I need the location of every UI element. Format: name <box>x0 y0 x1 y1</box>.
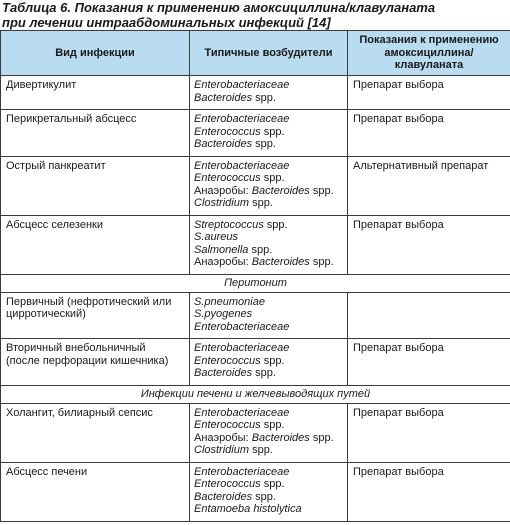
indication-cell: Препарат выбора <box>348 110 510 157</box>
pathogen-text: Анаэробы: <box>194 184 252 197</box>
pathogen-line <box>194 113 343 126</box>
pathogen-line <box>194 172 343 185</box>
pathogens-cell <box>190 215 348 274</box>
pathogen-text: spp. <box>260 125 285 138</box>
pathogen-line <box>194 256 343 269</box>
pathogen-text: Enterobacteriaceae <box>194 159 290 172</box>
section-row <box>1 385 510 403</box>
pathogen-text: Enterobacteriaceae <box>194 342 290 354</box>
indication-cell: Альтернативный препарат <box>348 156 510 215</box>
pathogen-text: spp. <box>252 138 276 150</box>
pathogens-cell <box>190 110 348 157</box>
pathogen-text: spp. <box>260 172 285 184</box>
pathogen-text: Enterobacteriaceae <box>194 79 290 91</box>
pathogen-line <box>194 138 343 151</box>
infection-cell <box>1 156 190 215</box>
indication-cell: Препарат выбора <box>348 215 510 274</box>
table-row <box>1 292 510 339</box>
pathogen-text: spp. <box>252 490 276 503</box>
pathogen-text: spp. <box>260 354 285 367</box>
pathogen-line <box>194 92 343 105</box>
infection-cell <box>1 76 190 110</box>
pathogen-line <box>194 197 343 210</box>
pathogen-line <box>194 367 343 380</box>
infection-cell <box>1 292 190 339</box>
section-heading: Инфекции печени и желчевыводящих путей <box>1 385 510 403</box>
table-row <box>1 339 510 386</box>
pathogen-text: S.pneumoniae <box>194 295 265 308</box>
table-caption <box>2 0 508 30</box>
pathogen-line <box>194 79 343 92</box>
indication-cell: Препарат выбора <box>348 403 510 462</box>
pathogen-text: Enterococcus <box>194 478 261 490</box>
pathogen-text: spp. <box>252 367 276 379</box>
table-row <box>1 215 510 274</box>
pathogen-line <box>194 491 343 504</box>
pathogen-text: spp. <box>249 444 273 456</box>
pathogen-line <box>194 478 343 491</box>
pathogen-text: S.pyogenes <box>194 308 253 320</box>
pathogen-line <box>194 308 343 321</box>
table-row <box>1 403 510 462</box>
pathogen-text: spp. <box>260 419 285 431</box>
pathogen-text: Bacteroides <box>194 138 253 150</box>
pathogen-text: spp. <box>309 256 334 268</box>
pathogen-text: Bacteroides <box>194 367 253 379</box>
pathogen-line <box>194 244 343 257</box>
pathogen-line <box>194 419 343 432</box>
pathogen-line <box>194 231 343 244</box>
pathogen-line <box>194 219 343 232</box>
pathogen-text: Bacteroides <box>251 256 310 268</box>
infection-cell <box>1 339 190 386</box>
pathogens-cell <box>190 403 348 462</box>
table-row <box>1 462 510 521</box>
pathogen-text: Enterobacteriaceae <box>194 465 290 478</box>
pathogen-text: spp. <box>249 197 273 209</box>
pathogens-cell <box>190 462 348 521</box>
pathogen-line <box>194 355 343 368</box>
pathogen-text: spp. <box>263 218 288 231</box>
pathogen-text: spp. <box>260 478 285 490</box>
infection-text: Вторичный внебольничный <box>6 342 146 354</box>
header-infection: Вид инфекции <box>1 31 190 76</box>
pathogen-text: Enterococcus <box>194 419 261 431</box>
pathogen-text: S.aureus <box>194 231 239 243</box>
indication-cell: Препарат выбора <box>348 339 510 386</box>
pathogen-text: Enterobacteriaceae <box>194 113 290 125</box>
header-row <box>1 31 510 76</box>
pathogen-line <box>194 160 343 173</box>
header-indication-line: Показания к применению <box>359 34 499 47</box>
pathogen-line <box>194 407 343 420</box>
infection-cell <box>1 403 190 462</box>
pathogen-text: spp. <box>252 91 276 104</box>
pathogen-text: Entamoeba histolytica <box>194 503 302 515</box>
pathogens-cell <box>190 156 348 215</box>
pathogen-line <box>194 432 343 445</box>
pathogen-text: Bacteroides <box>251 184 310 197</box>
section-heading: Перитонит <box>1 274 510 292</box>
pathogen-text: Enterococcus <box>194 125 261 138</box>
pathogen-line <box>194 503 343 516</box>
infection-cell <box>1 215 190 274</box>
header-pathogens: Типичные возбудители <box>190 31 348 76</box>
pathogen-text: Salmonella <box>194 243 249 256</box>
pathogens-cell <box>190 292 348 339</box>
table-row <box>1 76 510 110</box>
indications-table <box>0 30 510 522</box>
table-row <box>1 110 510 157</box>
pathogen-line <box>194 444 343 457</box>
pathogen-text: Bacteroides <box>251 431 310 444</box>
indication-cell: Препарат выбора <box>348 462 510 521</box>
header-indication-line: клавуланата <box>394 59 464 72</box>
indications-table-wrap <box>0 30 510 522</box>
pathogen-text: Bacteroides <box>194 490 253 503</box>
pathogen-line <box>194 321 343 334</box>
section-row <box>1 274 510 292</box>
infection-text: цирротический) <box>6 308 86 320</box>
pathogen-text: Enterobacteriaceae <box>194 406 290 419</box>
pathogen-text: Bacteroides <box>194 91 253 104</box>
infection-text: Абсцесс печени <box>6 465 88 478</box>
pathogen-text: Enterobacteriaceae <box>194 320 290 333</box>
pathogen-line <box>194 466 343 479</box>
pathogen-text: Clostridium <box>194 197 250 209</box>
infection-text: Дивертикулит <box>6 79 77 91</box>
pathogen-line <box>194 342 343 355</box>
table-row <box>1 156 510 215</box>
infection-cell <box>1 462 190 521</box>
infection-text: (после перфорации кишечника) <box>6 354 169 367</box>
pathogen-text: Enterococcus <box>194 354 261 367</box>
pathogen-text: spp. <box>248 243 273 256</box>
infection-text: Абсцесс селезенки <box>6 218 103 231</box>
pathogen-text: spp. <box>309 184 334 197</box>
pathogen-text: Enterococcus <box>194 172 261 184</box>
infection-text: Острый панкреатит <box>6 159 106 172</box>
infection-text: Перикретальный абсцесс <box>6 113 137 125</box>
pathogen-line <box>194 296 343 309</box>
pathogen-text: Анаэробы: <box>194 431 252 444</box>
pathogen-text: spp. <box>309 431 334 444</box>
pathogens-cell <box>190 339 348 386</box>
table-body <box>1 76 510 522</box>
caption-line-2: при лечении интраабдоминальных инфекций [14] <box>2 15 331 30</box>
pathogen-text: Анаэробы: <box>194 256 252 268</box>
indication-cell <box>348 292 510 339</box>
pathogen-line <box>194 185 343 198</box>
infection-text: Холангит, билиарный сепсис <box>6 406 153 419</box>
caption-line-1: Таблица 6. Показания к применению амоксициллина/клавуланата <box>2 0 436 15</box>
pathogen-text: Clostridium <box>194 444 250 456</box>
pathogen-text: Streptococcus <box>194 218 264 231</box>
table-header <box>1 31 510 76</box>
infection-text: Первичный (нефротический или <box>6 295 172 308</box>
header-indication-line: амоксициллина/ <box>384 46 474 59</box>
infection-cell <box>1 110 190 157</box>
header-indication <box>348 31 510 76</box>
indication-cell: Препарат выбора <box>348 76 510 110</box>
pathogens-cell <box>190 76 348 110</box>
pathogen-line <box>194 126 343 139</box>
